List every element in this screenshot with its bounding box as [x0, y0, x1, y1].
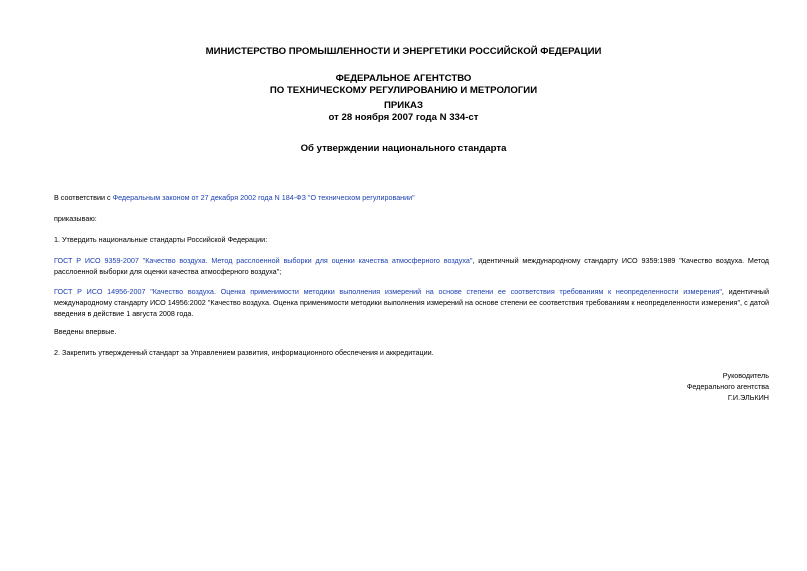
gost-14956-link[interactable]: ГОСТ Р ИСО 14956-2007 "Качество воздуха. Оценка применимости методики выполнения измерений на основе степени ее соответствия требованиям к неопределенности измерения": [54, 287, 722, 296]
intro-prefix: В соответствии с: [54, 193, 113, 202]
gost-9359-link[interactable]: ГОСТ Р ИСО 9359-2007 "Качество воздуха. Метод расслоенной выборки для оценки качества атмосферного воздуха": [54, 256, 473, 265]
order-title: ПРИКАЗ: [384, 100, 423, 111]
item-2: 2. Закрепить утвержденный стандарт за Управлением развития, информационного обеспечения и аккредитации.: [54, 348, 434, 357]
signature-role: Руководитель: [722, 371, 769, 380]
item-1: 1. Утвердить национальные стандарты Российской Федерации:: [54, 235, 268, 244]
first-time-note: Введены впервые.: [54, 327, 117, 336]
ministry-heading: МИНИСТЕРСТВО ПРОМЫШЛЕННОСТИ И ЭНЕРГЕТИКИ РОССИЙСКОЙ ФЕДЕРАЦИИ: [205, 46, 602, 57]
gost-1-text: , идентичный международному стандарту ИСО 9359:1989 "Качество воздуха. Метод расслоенной выборки для оценки качества атмосферного воздуха";: [54, 256, 769, 276]
signature-name: Г.И.ЭЛЬКИН: [727, 393, 769, 402]
gost-2-paragraph: [54, 286, 769, 319]
order-heading: [0, 100, 807, 124]
federal-law-link[interactable]: Федеральным законом от 27 декабря 2002 года N 184-ФЗ "О техническом регулировании": [112, 193, 415, 202]
order-date: от 28 ноября 2007 года N 334-ст: [328, 112, 479, 123]
agency-line-2: ПО ТЕХНИЧЕСКОМУ РЕГУЛИРОВАНИЮ И МЕТРОЛОГИИ: [269, 85, 538, 96]
order-subject: Об утверждении национального стандарта: [300, 143, 507, 154]
gost-2-text: , идентичный международному стандарту ИСО 14956:2002 "Качество воздуха. Оценка применимости методики выполнения измерений на основе степени ее соответствия требованиям к неопределенности измерения", с датой введения в действие 1 августа 2008 года.: [54, 287, 769, 318]
order-word: приказываю:: [54, 214, 97, 223]
gost-1-paragraph: [54, 255, 769, 277]
agency-line-1: ФЕДЕРАЛЬНОЕ АГЕНТСТВО: [335, 73, 472, 84]
signature-agency: Федерального агентства: [686, 382, 769, 391]
intro-paragraph: [54, 192, 769, 203]
agency-heading: [0, 73, 807, 97]
